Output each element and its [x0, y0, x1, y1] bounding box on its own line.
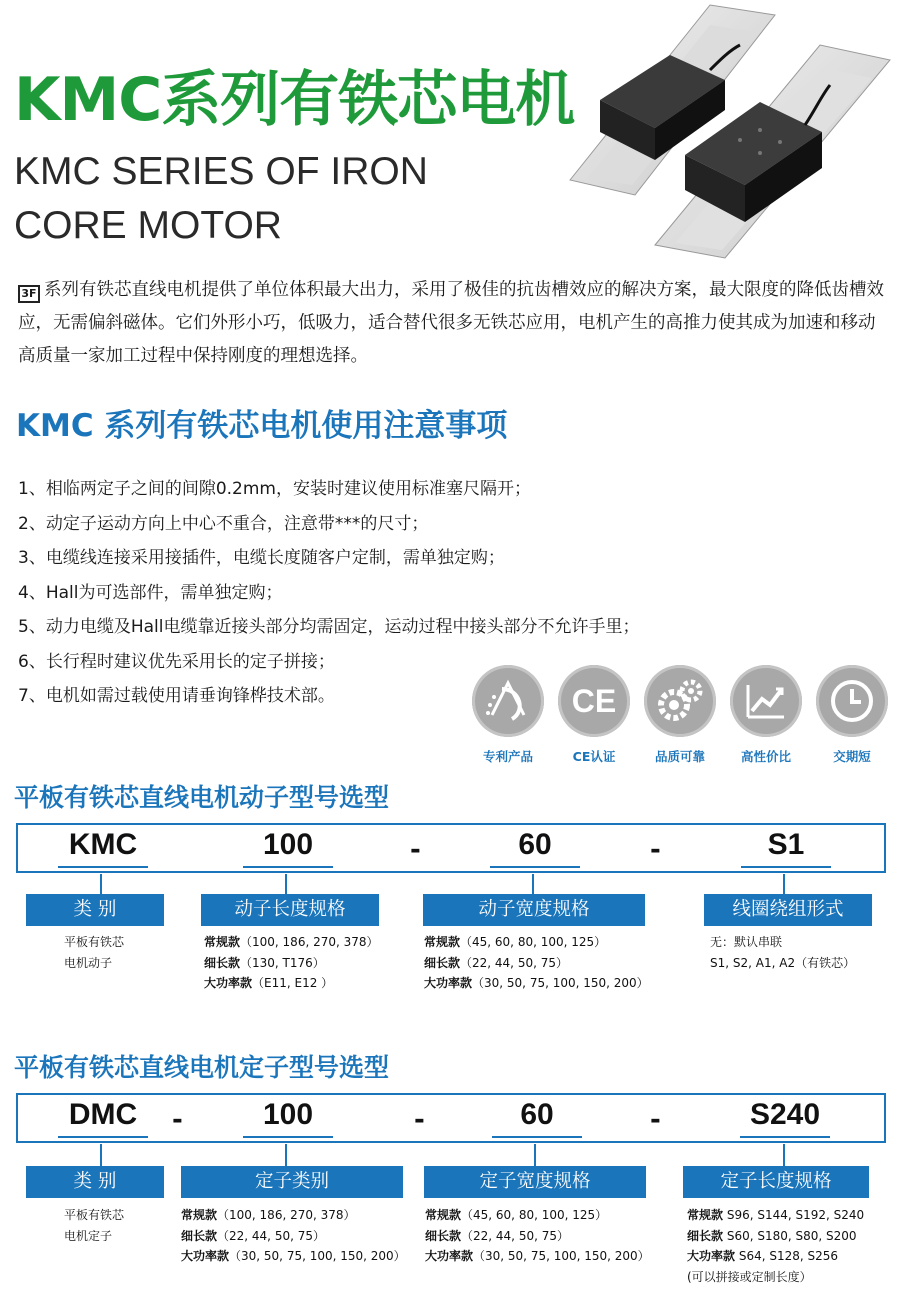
tag-stator-length: 定子长度规格	[683, 1166, 869, 1198]
stator-heading: 平板有铁芯直线电机定子型号选型	[14, 1053, 390, 1082]
stator-code-width: 60	[492, 1098, 582, 1132]
patent-icon	[472, 665, 544, 737]
motor-product-image	[560, 0, 900, 260]
mover-category-desc: 平板有铁芯 电机动子	[64, 935, 125, 970]
notes-heading: KMC 系列有铁芯电机使用注意事项	[16, 408, 508, 444]
svg-text:CE: CE	[571, 683, 617, 719]
mover-code-winding: S1	[741, 828, 831, 862]
connector-line	[783, 1144, 785, 1166]
note-item: 2、动定子运动方向上中心不重合，注意带***的尺寸；	[18, 513, 429, 534]
connector-line	[100, 874, 102, 896]
stator-model-code-box	[16, 1093, 886, 1143]
intro-text: 系列有铁芯直线电机提供了单位体积最大出力，采用了极佳的抗齿槽效应的解决方案，最大限度的降低齿槽效应，无需偏斜磁体。它们外形小巧，低吸力，适合替代很多无铁芯应用，电机产生的高推力使其成为加速和移动高质量一家加工过程中保持刚度的理想选择。	[18, 280, 884, 366]
tag-category: 类 别	[26, 1166, 164, 1198]
tag-mover-length: 动子长度规格	[201, 894, 379, 926]
mover-code-width: 60	[490, 828, 580, 862]
badge-label: 品质可靠	[654, 749, 705, 764]
gears-icon	[644, 665, 716, 737]
stator-code-category: 100	[243, 1098, 333, 1132]
connector-line	[532, 874, 534, 896]
mover-width-desc: 常规款（45, 60, 80, 100, 125） 细长款（22, 44, 50, 75） 大功率款（30, 50, 75, 100, 150, 200）	[424, 935, 649, 990]
separator: -	[172, 1105, 183, 1135]
badge-label: 专利产品	[482, 749, 533, 764]
stator-type-desc: 常规款（100, 186, 270, 378） 细长款（22, 44, 50, 75） 大功率款（30, 50, 75, 100, 150, 200）	[181, 1208, 406, 1263]
badge-patent	[468, 665, 548, 765]
winding-desc: 无：默认串联 S1, S2, A1, A2（有铁芯）	[710, 935, 856, 970]
separator: -	[650, 835, 661, 865]
stator-width-desc: 常规款（45, 60, 80, 100, 125） 细长款（22, 44, 50, 75） 大功率款（30, 50, 75, 100, 150, 200）	[425, 1208, 650, 1263]
brand-logo: 3F	[18, 285, 40, 303]
tag-stator-width: 定子宽度规格	[424, 1166, 646, 1198]
chart-up-icon	[730, 665, 802, 737]
tag-mover-width: 动子宽度规格	[423, 894, 645, 926]
page-subtitle-line2: CORE MOTOR	[14, 204, 282, 247]
stator-category-desc: 平板有铁芯 电机定子	[64, 1208, 125, 1243]
note-item: 7、电机如需过载使用请垂询锋桦技术部。	[18, 686, 335, 706]
separator: -	[410, 835, 421, 865]
ce-icon	[558, 665, 630, 737]
connector-line	[534, 1144, 536, 1166]
badge-value	[726, 665, 806, 765]
page-subtitle-line1: KMC SERIES OF IRON	[14, 150, 428, 193]
badge-delivery	[812, 665, 892, 765]
tag-category: 类 别	[26, 894, 164, 926]
separator: -	[414, 1105, 425, 1135]
badge-label: 高性价比	[740, 749, 791, 764]
badge-quality	[640, 665, 720, 765]
page-title: KMC系列有铁芯电机	[14, 65, 575, 135]
mover-model-code-box	[16, 823, 886, 873]
intro-paragraph	[18, 274, 886, 373]
note-item: 4、Hall为可选部件，需单独定购；	[18, 582, 283, 603]
connector-line	[285, 1144, 287, 1166]
tag-stator-category: 定子类别	[181, 1166, 403, 1198]
badge-label: 交期短	[833, 749, 871, 764]
clock-icon	[816, 665, 888, 737]
mover-length-desc: 常规款（100, 186, 270, 378） 细长款（130, T176） 大功率款（E11, E12 ）	[204, 935, 379, 990]
badge-ce	[554, 665, 634, 765]
mover-code-type: KMC	[58, 828, 148, 862]
stator-code-type: DMC	[58, 1098, 148, 1132]
mover-heading: 平板有铁芯直线电机动子型号选型	[14, 783, 390, 812]
connector-line	[100, 1144, 102, 1166]
badge-label: CE认证	[572, 749, 616, 764]
stator-length-desc: 常规款 S96, S144, S192, S240 细长款 S60, S180, S80, S200 大功率款 S64, S128, S256 (可以拼接或定制长度）	[687, 1208, 865, 1284]
note-item: 6、长行程时建议优先采用长的定子拼接；	[18, 651, 335, 672]
mover-code-length: 100	[243, 828, 333, 862]
tag-winding: 线圈绕组形式	[704, 894, 872, 926]
feature-badges	[468, 665, 893, 765]
separator: -	[650, 1105, 661, 1135]
note-item: 1、相临两定子之间的间隙0.2mm，安装时建议使用标准塞尺隔开；	[18, 479, 531, 499]
connector-line	[783, 874, 785, 896]
stator-code-length: S240	[730, 1098, 840, 1132]
note-item: 3、电缆线连接采用接插件，电缆长度随客户定制，需单独定购；	[18, 548, 505, 568]
note-item: 5、动力电缆及Hall电缆靠近接头部分均需固定，运动过程中接头部分不允许手里；	[18, 617, 640, 637]
connector-line	[285, 874, 287, 896]
